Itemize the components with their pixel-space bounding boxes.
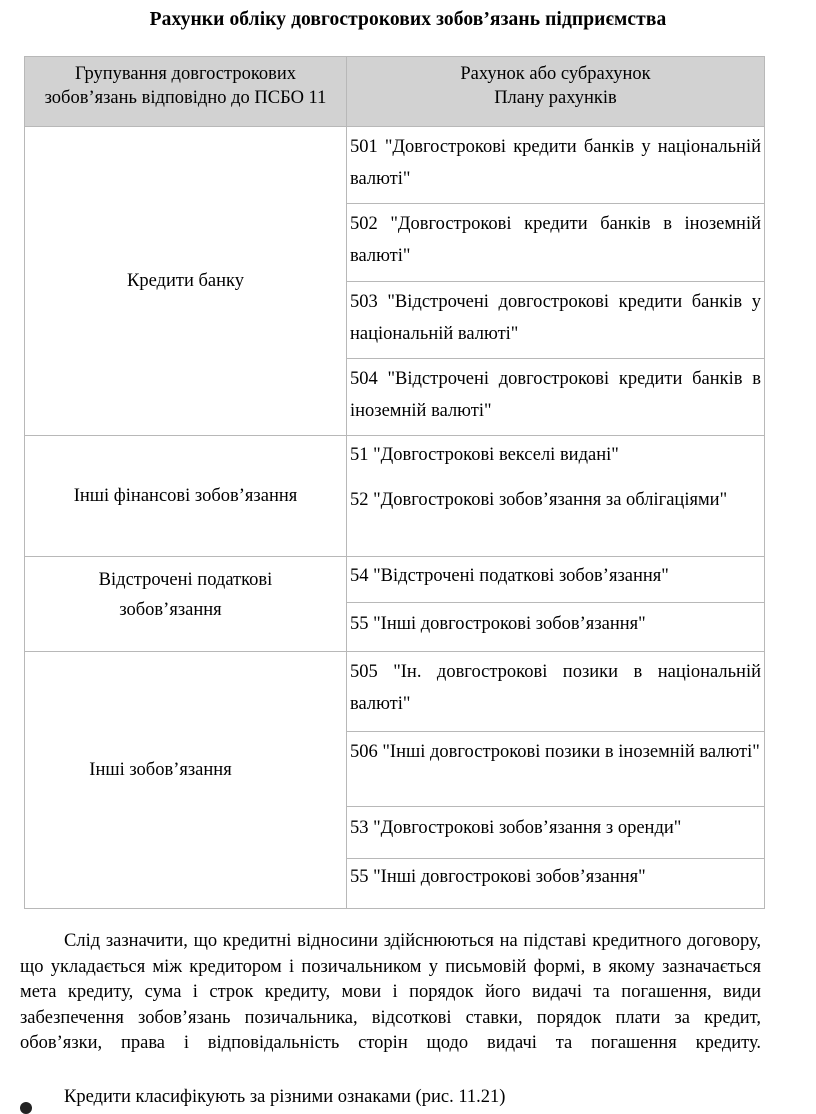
header-account: Рахунок або субрахунок Плану рахунків — [347, 57, 765, 127]
group-other-liabilities: Інші зобов’язання — [25, 652, 347, 909]
account-cell: 55 "Інші довгострокові зобов’язання" — [347, 859, 765, 896]
accounts-table — [24, 56, 765, 909]
account-cell: 504 "Відстрочені довгострокові кредити банків в іноземній валюті" — [347, 359, 765, 436]
account-cell: 55 "Інші довгострокові зобов’язання" — [347, 603, 765, 652]
body-paragraph: Слід зазначити, що кредитні відносини здійснюються на підставі кредитного договору, що укладається між кредитором і позичальником у письмовій формі, в якому зазначається мета кредиту, сума і строк кредиту, мови і порядок його видачі та погашення, види забезпечення зобов’язань позичальника, відсоткові ставки, порядок плати за кредит, обов’язки, права і відповідальність сторін щодо видачі та погашення кредиту. — [20, 931, 761, 1053]
account-cell: 54 "Відстрочені податкові зобов’язання" — [347, 557, 765, 603]
header-grouping: Групування довгострокових зобов’язань відповідно до ПСБО 11 — [25, 57, 347, 127]
account-cell: 53 "Довгострокові зобов’язання з оренди" — [347, 807, 765, 859]
body-paragraph-2: Кредити класифікують за різними ознаками (рис. 11.21) — [64, 1087, 506, 1107]
account-cell: 505 "Ін. довгострокові позики в національній валюті" — [347, 652, 765, 732]
group-other-financial: Інші фінансові зобов’язання — [25, 436, 347, 557]
table-row — [25, 652, 765, 732]
page-title: Рахунки обліку довгострокових зобов’язань підприємства — [149, 9, 667, 30]
account-cell: 502 "Довгострокові кредити банків в іноземній валюті" — [347, 204, 765, 282]
table-row — [25, 436, 765, 480]
account-cell: 506 "Інші довгострокові позики в іноземній валюті" — [347, 732, 765, 807]
account-cell: 503 "Відстрочені довгострокові кредити банків у національній валюті" — [347, 282, 765, 359]
bullet-dot — [20, 1102, 32, 1114]
account-cell: 52 "Довгострокові зобов’язання за облігаціями" — [347, 480, 765, 557]
table-header-row — [25, 57, 765, 127]
group-bank-loans: Кредити банку — [25, 127, 347, 436]
account-cell: 51 "Довгострокові векселі видані" — [347, 436, 765, 480]
table-row — [25, 127, 765, 204]
account-cell: 501 "Довгострокові кредити банків у національній валюті" — [347, 127, 765, 204]
group-deferred-tax: Відстрочені податкові зобов’язання — [25, 557, 347, 652]
table-row — [25, 557, 765, 603]
account-cell-filler — [347, 896, 765, 909]
